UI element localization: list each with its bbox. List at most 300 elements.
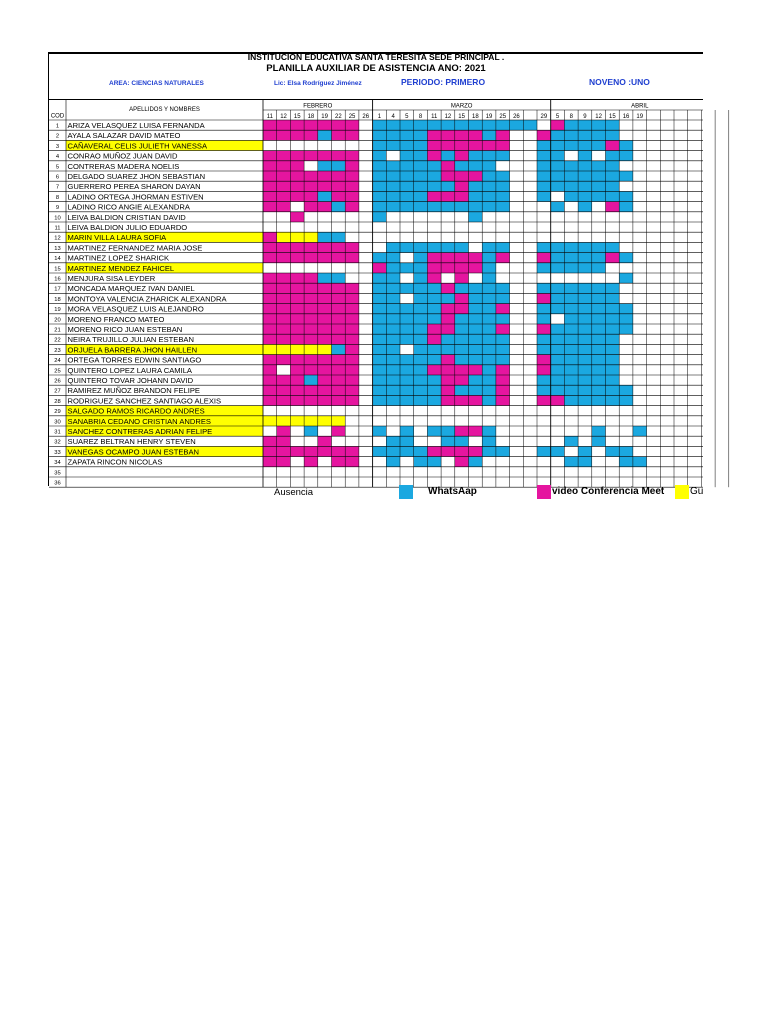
attendance-cell xyxy=(441,355,455,365)
attendance-cell xyxy=(290,171,304,181)
attendance-cell xyxy=(551,446,565,456)
row-code: 34 xyxy=(54,460,61,467)
attendance-cell xyxy=(277,375,291,385)
row-name: MARIN VILLA LAURA SOFIA xyxy=(67,233,167,243)
attendance-cell xyxy=(318,120,332,130)
attendance-cell xyxy=(496,191,510,201)
attendance-cell xyxy=(578,344,592,354)
attendance-cell xyxy=(537,293,551,303)
legend-whatsapp-swatch xyxy=(399,485,413,499)
attendance-cell xyxy=(606,140,620,150)
attendance-cell xyxy=(455,130,469,140)
row-name: QUINTERO LOPEZ LAURA CAMILA xyxy=(67,365,192,375)
attendance-cell xyxy=(578,202,592,212)
attendance-cell xyxy=(469,395,483,405)
attendance-cell xyxy=(318,365,332,375)
attendance-cell xyxy=(619,304,633,314)
attendance-cell xyxy=(564,283,578,293)
attendance-cell xyxy=(318,232,332,242)
attendance-cell xyxy=(277,395,291,405)
attendance-cell xyxy=(414,395,428,405)
attendance-cell xyxy=(592,120,606,130)
attendance-cell xyxy=(290,161,304,171)
attendance-cell xyxy=(373,181,387,191)
attendance-cell xyxy=(469,151,483,161)
day-header: 29 xyxy=(540,114,548,120)
attendance-cell xyxy=(564,242,578,252)
row-name: ORJUELA BARRERA JHON HAILLEN xyxy=(67,345,198,355)
attendance-cell xyxy=(578,293,592,303)
attendance-cell xyxy=(455,171,469,181)
attendance-cell xyxy=(482,436,496,446)
attendance-cell xyxy=(263,365,277,375)
attendance-cell xyxy=(414,181,428,191)
row-name: RODRIGUEZ SANCHEZ SANTIAGO ALEXIS xyxy=(67,396,222,406)
attendance-cell xyxy=(482,355,496,365)
attendance-cell xyxy=(290,375,304,385)
attendance-cell xyxy=(537,283,551,293)
attendance-cell xyxy=(290,446,304,456)
attendance-cell xyxy=(386,365,400,375)
day-header: 5 xyxy=(555,114,560,120)
attendance-cell xyxy=(455,324,469,334)
day-header: 22 xyxy=(335,114,342,120)
attendance-cell xyxy=(304,426,318,436)
attendance-cell xyxy=(345,344,359,354)
row-name: MORENO FRANCO MATEO xyxy=(67,314,165,324)
attendance-cell xyxy=(469,171,483,181)
attendance-cell xyxy=(332,273,346,283)
attendance-cell xyxy=(455,202,469,212)
attendance-cell xyxy=(332,385,346,395)
attendance-cell xyxy=(277,191,291,201)
attendance-cell xyxy=(441,426,455,436)
attendance-cell xyxy=(551,365,565,375)
attendance-cell xyxy=(441,395,455,405)
attendance-cell xyxy=(373,365,387,375)
attendance-cell xyxy=(455,161,469,171)
attendance-cell xyxy=(263,314,277,324)
attendance-cell xyxy=(427,344,441,354)
attendance-cell xyxy=(496,181,510,191)
attendance-cell xyxy=(606,344,620,354)
attendance-cell xyxy=(469,191,483,201)
row-code: 5 xyxy=(55,164,60,171)
attendance-sheet xyxy=(48,52,703,486)
row-name: ARIZA VELASQUEZ LUISA FERNANDA xyxy=(67,121,205,130)
attendance-cell xyxy=(441,151,455,161)
attendance-cell xyxy=(400,140,414,150)
attendance-cell xyxy=(441,140,455,150)
attendance-cell xyxy=(551,181,565,191)
attendance-cell xyxy=(304,344,318,354)
day-header: 15 xyxy=(609,114,616,120)
attendance-cell xyxy=(619,171,633,181)
attendance-cell xyxy=(427,293,441,303)
attendance-cell xyxy=(482,191,496,201)
attendance-cell xyxy=(318,253,332,263)
attendance-cell xyxy=(469,385,483,395)
attendance-cell xyxy=(318,304,332,314)
attendance-cell xyxy=(263,273,277,283)
attendance-cell xyxy=(564,344,578,354)
attendance-cell xyxy=(427,181,441,191)
attendance-cell xyxy=(263,171,277,181)
attendance-cell xyxy=(482,375,496,385)
attendance-cell xyxy=(537,130,551,140)
attendance-cell xyxy=(537,375,551,385)
attendance-cell xyxy=(482,314,496,324)
row-name: LADINO RICO ANGIE ALEXANDRA xyxy=(67,202,190,212)
attendance-cell xyxy=(564,324,578,334)
attendance-cell xyxy=(400,314,414,324)
attendance-cell xyxy=(304,334,318,344)
attendance-cell xyxy=(441,293,455,303)
attendance-cell xyxy=(414,171,428,181)
attendance-cell xyxy=(441,375,455,385)
row-code: 6 xyxy=(55,174,60,181)
attendance-cell xyxy=(304,273,318,283)
attendance-cell xyxy=(469,202,483,212)
period-label: PERIODO: PRIMERO xyxy=(401,77,486,87)
day-header: 26 xyxy=(513,114,520,120)
attendance-cell xyxy=(304,395,318,405)
attendance-cell xyxy=(441,120,455,130)
attendance-cell xyxy=(578,283,592,293)
attendance-cell xyxy=(578,191,592,201)
attendance-cell xyxy=(290,242,304,252)
attendance-cell xyxy=(414,457,428,467)
attendance-cell xyxy=(427,161,441,171)
legend-whatsapp-label: WhatsAap xyxy=(428,486,477,497)
row-code: 20 xyxy=(54,317,61,324)
attendance-cell xyxy=(373,375,387,385)
attendance-cell xyxy=(414,151,428,161)
attendance-cell xyxy=(619,314,633,324)
attendance-cell xyxy=(332,232,346,242)
attendance-cell xyxy=(496,120,510,130)
row-code: 36 xyxy=(54,480,61,487)
attendance-cell xyxy=(482,253,496,263)
attendance-cell xyxy=(469,446,483,456)
attendance-cell xyxy=(441,181,455,191)
attendance-cell xyxy=(332,324,346,334)
attendance-cell xyxy=(414,120,428,130)
attendance-cell xyxy=(318,446,332,456)
attendance-cell xyxy=(427,324,441,334)
attendance-cell xyxy=(277,324,291,334)
attendance-cell xyxy=(290,385,304,395)
attendance-cell xyxy=(455,334,469,344)
attendance-cell xyxy=(277,385,291,395)
attendance-cell xyxy=(482,263,496,273)
attendance-cell xyxy=(469,283,483,293)
attendance-cell xyxy=(564,385,578,395)
attendance-cell xyxy=(564,304,578,314)
attendance-cell xyxy=(482,446,496,456)
attendance-cell xyxy=(633,426,647,436)
attendance-cell xyxy=(427,120,441,130)
attendance-cell xyxy=(606,324,620,334)
legend-meet-swatch xyxy=(537,485,551,499)
attendance-cell xyxy=(386,293,400,303)
attendance-cell xyxy=(496,130,510,140)
attendance-cell xyxy=(373,120,387,130)
legend-meet-label: video Conferencia Meet xyxy=(552,486,665,497)
attendance-cell xyxy=(304,355,318,365)
attendance-cell xyxy=(455,344,469,354)
row-code: 26 xyxy=(54,378,61,385)
attendance-cell xyxy=(290,293,304,303)
attendance-cell xyxy=(592,324,606,334)
attendance-cell xyxy=(441,253,455,263)
attendance-cell xyxy=(290,191,304,201)
attendance-cell xyxy=(290,273,304,283)
attendance-cell xyxy=(441,334,455,344)
attendance-cell xyxy=(427,171,441,181)
attendance-cell xyxy=(414,344,428,354)
attendance-cell xyxy=(455,385,469,395)
day-header: 25 xyxy=(348,114,356,120)
attendance-cell xyxy=(551,120,565,130)
area-label: AREA: CIENCIAS NATURALES xyxy=(109,80,204,87)
attendance-cell xyxy=(482,171,496,181)
attendance-cell xyxy=(304,191,318,201)
attendance-cell xyxy=(318,344,332,354)
attendance-cell xyxy=(619,457,633,467)
attendance-cell xyxy=(537,446,551,456)
attendance-cell xyxy=(263,161,277,171)
attendance-cell xyxy=(263,436,277,446)
row-name: CAÑAVERAL CELIS JULIETH VANESSA xyxy=(67,141,208,151)
row-name: CONTRERAS MADERA NOELIS xyxy=(67,161,180,171)
attendance-cell xyxy=(263,232,277,242)
attendance-cell xyxy=(496,293,510,303)
attendance-cell xyxy=(619,253,633,263)
attendance-cell xyxy=(441,130,455,140)
attendance-cell xyxy=(318,171,332,181)
attendance-cell xyxy=(537,191,551,201)
day-header: 19 xyxy=(321,114,328,120)
attendance-cell xyxy=(578,263,592,273)
attendance-cell xyxy=(373,151,387,161)
attendance-cell xyxy=(551,395,565,405)
attendance-cell xyxy=(400,283,414,293)
attendance-cell xyxy=(386,263,400,273)
attendance-cell xyxy=(537,324,551,334)
attendance-cell xyxy=(304,365,318,375)
attendance-cell xyxy=(441,191,455,201)
attendance-cell xyxy=(564,365,578,375)
attendance-cell xyxy=(441,385,455,395)
attendance-cell xyxy=(578,151,592,161)
attendance-cell xyxy=(564,253,578,263)
row-code: 9 xyxy=(55,205,60,212)
attendance-cell xyxy=(332,171,346,181)
attendance-cell xyxy=(400,161,414,171)
attendance-cell xyxy=(578,395,592,405)
attendance-cell xyxy=(455,436,469,446)
attendance-cell xyxy=(496,242,510,252)
attendance-cell xyxy=(345,375,359,385)
attendance-cell xyxy=(551,355,565,365)
attendance-cell xyxy=(441,171,455,181)
attendance-cell xyxy=(318,416,332,426)
attendance-cell xyxy=(400,324,414,334)
attendance-cell xyxy=(482,324,496,334)
attendance-cell xyxy=(427,375,441,385)
attendance-cell xyxy=(414,385,428,395)
attendance-cell xyxy=(592,263,606,273)
attendance-cell xyxy=(414,140,428,150)
attendance-cell xyxy=(551,161,565,171)
attendance-cell xyxy=(318,355,332,365)
row-code: 13 xyxy=(54,245,61,252)
attendance-cell xyxy=(619,324,633,334)
row-name: CONRAO MUÑOZ JUAN DAVID xyxy=(67,151,178,161)
attendance-cell xyxy=(441,161,455,171)
attendance-cell xyxy=(386,334,400,344)
row-name: RAMIREZ MUÑOZ BRANDON FELIPE xyxy=(67,386,200,396)
attendance-cell xyxy=(290,416,304,426)
attendance-cell xyxy=(304,130,318,140)
attendance-cell xyxy=(373,395,387,405)
attendance-cell xyxy=(482,181,496,191)
attendance-cell xyxy=(578,130,592,140)
attendance-cell xyxy=(345,181,359,191)
attendance-cell xyxy=(592,130,606,140)
attendance-cell xyxy=(578,375,592,385)
attendance-cell xyxy=(332,457,346,467)
attendance-cell xyxy=(386,120,400,130)
attendance-cell xyxy=(414,253,428,263)
attendance-cell xyxy=(482,385,496,395)
attendance-cell xyxy=(263,355,277,365)
attendance-cell xyxy=(606,151,620,161)
attendance-cell xyxy=(277,171,291,181)
attendance-cell xyxy=(619,202,633,212)
row-code: 4 xyxy=(55,154,60,161)
day-header: 15 xyxy=(458,114,465,120)
attendance-cell xyxy=(578,161,592,171)
attendance-cell xyxy=(551,283,565,293)
attendance-cell xyxy=(400,304,414,314)
attendance-cell xyxy=(551,130,565,140)
attendance-cell xyxy=(537,263,551,273)
attendance-cell xyxy=(332,242,346,252)
attendance-cell xyxy=(386,385,400,395)
attendance-cell xyxy=(469,212,483,222)
day-header: 19 xyxy=(485,114,493,120)
attendance-cell xyxy=(564,436,578,446)
attendance-cell xyxy=(427,283,441,293)
attendance-cell xyxy=(373,446,387,456)
attendance-cell xyxy=(592,314,606,324)
attendance-cell xyxy=(427,151,441,161)
attendance-cell xyxy=(386,202,400,212)
attendance-cell xyxy=(578,446,592,456)
attendance-cell xyxy=(400,242,414,252)
attendance-cell xyxy=(332,181,346,191)
row-name: MARTINEZ LOPEZ SHARICK xyxy=(67,253,170,263)
attendance-cell xyxy=(263,416,277,426)
attendance-cell xyxy=(496,446,510,456)
attendance-cell xyxy=(496,283,510,293)
attendance-cell xyxy=(427,355,441,365)
attendance-cell xyxy=(537,151,551,161)
attendance-cell xyxy=(455,355,469,365)
attendance-cell xyxy=(455,395,469,405)
day-header: 12 xyxy=(444,114,452,120)
attendance-cell xyxy=(263,130,277,140)
attendance-cell xyxy=(482,202,496,212)
attendance-cell xyxy=(482,120,496,130)
attendance-cell xyxy=(564,375,578,385)
attendance-cell xyxy=(537,344,551,354)
attendance-cell xyxy=(318,324,332,334)
attendance-cell xyxy=(427,202,441,212)
attendance-cell xyxy=(455,263,469,273)
attendance-cell xyxy=(386,436,400,446)
attendance-cell xyxy=(551,304,565,314)
attendance-cell xyxy=(414,304,428,314)
attendance-cell xyxy=(496,314,510,324)
attendance-cell xyxy=(304,120,318,130)
attendance-cell xyxy=(386,283,400,293)
attendance-cell xyxy=(564,457,578,467)
attendance-cell xyxy=(578,171,592,181)
attendance-cell xyxy=(551,253,565,263)
attendance-cell xyxy=(386,446,400,456)
attendance-cell xyxy=(400,171,414,181)
attendance-cell xyxy=(345,253,359,263)
attendance-cell xyxy=(386,304,400,314)
attendance-cell xyxy=(373,314,387,324)
attendance-cell xyxy=(318,191,332,201)
day-header: 11 xyxy=(431,114,438,120)
attendance-cell xyxy=(400,263,414,273)
row-code: 31 xyxy=(54,429,61,436)
attendance-cell xyxy=(345,283,359,293)
attendance-cell xyxy=(496,304,510,314)
day-header: 26 xyxy=(362,114,370,120)
attendance-cell xyxy=(455,426,469,436)
attendance-cell xyxy=(386,171,400,181)
attendance-cell xyxy=(277,283,291,293)
row-name: ORTEGA TORRES EDWIN SANTIAGO xyxy=(67,355,202,365)
attendance-cell xyxy=(592,253,606,263)
attendance-cell xyxy=(578,457,592,467)
attendance-cell xyxy=(386,324,400,334)
row-code: 22 xyxy=(54,337,61,344)
month-header: ABRIL xyxy=(631,103,649,110)
attendance-cell xyxy=(414,334,428,344)
attendance-cell xyxy=(606,171,620,181)
attendance-cell xyxy=(318,293,332,303)
attendance-cell xyxy=(318,314,332,324)
attendance-cell xyxy=(318,283,332,293)
attendance-cell xyxy=(551,385,565,395)
attendance-cell xyxy=(304,253,318,263)
attendance-cell xyxy=(373,344,387,354)
attendance-cell xyxy=(345,324,359,334)
attendance-cell xyxy=(551,344,565,354)
row-code: 12 xyxy=(54,235,61,242)
attendance-cell xyxy=(263,202,277,212)
attendance-cell xyxy=(332,120,346,130)
attendance-cell xyxy=(318,242,332,252)
attendance-cell xyxy=(277,436,291,446)
